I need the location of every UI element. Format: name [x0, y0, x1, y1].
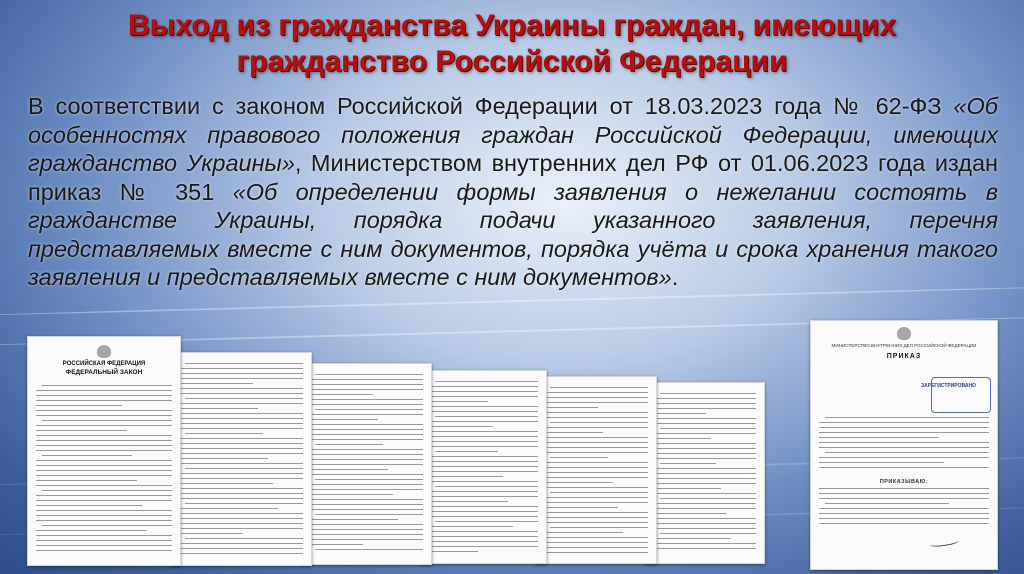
- document-text-line: [36, 485, 172, 486]
- document-text-line: [654, 538, 731, 539]
- order-title: ПРИКАЗ: [886, 353, 922, 360]
- document-text-line: [654, 473, 756, 474]
- document-text-line: [544, 472, 648, 473]
- document-text-line: [544, 462, 648, 463]
- document-text-line: [179, 528, 303, 529]
- paragraph-segment: В соответствии с законом Российской Федерации от 18.03.2023 года № 62-ФЗ: [28, 93, 954, 119]
- document-text-line: [36, 500, 172, 501]
- document-text-line: [179, 378, 303, 379]
- document-text-line: [185, 363, 303, 364]
- paragraph-segment: , Министерством внутренних дел РФ от 01.06.2023 года издан приказ № 351: [28, 150, 998, 205]
- document-text-line: [654, 478, 756, 479]
- document-text-line: [435, 521, 538, 522]
- document-text-line: [36, 505, 142, 506]
- document-text-line: [309, 509, 423, 510]
- document-text-line: [36, 390, 172, 391]
- document-text-line: [36, 510, 172, 511]
- document-text-line: [36, 480, 137, 481]
- document-text-line: [179, 483, 273, 484]
- document-text-line: [179, 428, 303, 429]
- paragraph-segment: .: [671, 264, 679, 290]
- document-text-line: [819, 467, 989, 468]
- law-page-image: [420, 370, 547, 564]
- document-text-line: [179, 393, 303, 394]
- document-text-line: [544, 412, 648, 413]
- document-text-line: [309, 389, 423, 390]
- document-text-line: [429, 541, 538, 542]
- document-text-line: [185, 503, 303, 504]
- document-text-line: [544, 542, 648, 543]
- document-text-line: [179, 523, 303, 524]
- document-text-line: [309, 504, 423, 505]
- document-text-line: [309, 544, 363, 545]
- document-text-line: [36, 545, 172, 546]
- document-text-line: [544, 547, 648, 548]
- document-text-line: [179, 368, 303, 369]
- document-text-line: [179, 463, 303, 464]
- document-text-line: [819, 518, 989, 519]
- document-text-line: [654, 508, 756, 509]
- document-text-line: [36, 530, 147, 531]
- mvd-order-document-image: [810, 320, 998, 570]
- document-text-line: [654, 493, 756, 494]
- document-text-line: [36, 425, 172, 426]
- document-text-line: [654, 453, 756, 454]
- coat-of-arms-icon: [897, 327, 911, 340]
- document-text-line: [660, 393, 756, 394]
- document-text-line: [429, 391, 538, 392]
- document-text-line: [819, 488, 989, 489]
- document-text-line: [179, 438, 303, 439]
- paragraph-segment: «Об особенностях правового положения граждан Российской Федерации, имеющих гражданство Украины»: [28, 93, 998, 176]
- document-text-line: [429, 396, 538, 397]
- document-text-line: [429, 386, 538, 387]
- document-text-line: [179, 383, 253, 384]
- document-text-line: [429, 506, 538, 507]
- document-text-line: [36, 495, 172, 496]
- document-text-line: [654, 548, 756, 549]
- slide-body-text: [28, 92, 998, 292]
- document-text-line: [544, 537, 648, 538]
- document-text-line: [315, 374, 423, 375]
- document-text-line: [654, 503, 756, 504]
- document-text-line: [544, 417, 648, 418]
- signature: [929, 537, 960, 548]
- document-text-line: [544, 452, 648, 453]
- document-text-line: [42, 490, 172, 491]
- registration-stamp: [931, 377, 991, 413]
- document-text-line: [179, 548, 303, 549]
- document-text-line: [179, 508, 278, 509]
- document-text-line: [429, 516, 538, 517]
- document-text-line: [544, 532, 623, 533]
- document-text-line: [429, 411, 538, 412]
- document-text-line: [179, 498, 303, 499]
- document-text-line: [179, 373, 303, 374]
- document-text-line: [309, 499, 423, 500]
- document-text-line: [819, 513, 989, 514]
- document-text-line: [544, 507, 618, 508]
- document-text-line: [544, 407, 598, 408]
- document-text-line: [179, 418, 303, 419]
- document-text-line: [429, 431, 538, 432]
- document-text-line: [550, 527, 648, 528]
- document-text-line: [819, 447, 989, 448]
- document-text-line: [819, 422, 989, 423]
- law-page-image: [535, 376, 657, 564]
- document-text-line: [654, 513, 726, 514]
- document-text-line: [309, 474, 423, 475]
- document-text-line: [550, 422, 648, 423]
- document-text-line: [36, 460, 172, 461]
- document-text-line: [309, 384, 423, 385]
- law-page-image: [170, 352, 312, 566]
- document-text-line: [819, 432, 989, 433]
- law-page-image: [300, 363, 432, 565]
- document-text-line: [309, 424, 423, 425]
- document-text-line: [179, 533, 243, 534]
- order-ministry-name: МИНИСТЕРСТВО ВНУТРЕННИХ ДЕЛ РОССИЙСКОЙ ФЕДЕРАЦИИ: [831, 343, 977, 348]
- document-text-line: [179, 408, 258, 409]
- document-text-line: [544, 427, 648, 428]
- paragraph-segment: «Об определении формы заявления о нежелании состоять в гражданстве Украины, порядка подачи указанного заявления, перечня представляемых вместе с ним документов, порядка учёта и срока хранения такого заявления и представляемых вместе с ним документов»: [28, 178, 998, 290]
- document-text-line: [819, 457, 989, 458]
- document-text-line: [544, 517, 648, 518]
- document-text-line: [179, 458, 268, 459]
- document-text-line: [544, 447, 648, 448]
- document-text-line: [825, 503, 949, 504]
- document-text-line: [36, 465, 172, 466]
- document-text-line: [179, 473, 303, 474]
- document-text-line: [429, 456, 538, 457]
- document-text-line: [36, 450, 172, 451]
- document-text-line: [179, 488, 303, 489]
- document-text-line: [819, 493, 989, 494]
- document-text-line: [36, 515, 172, 516]
- document-text-line: [185, 538, 303, 539]
- document-text-line: [309, 429, 423, 430]
- document-text-line: [654, 528, 756, 529]
- document-text-line: [819, 508, 989, 509]
- document-text-line: [429, 531, 538, 532]
- document-text-line: [550, 457, 608, 458]
- document-text-line: [429, 441, 538, 442]
- document-text-line: [309, 419, 378, 420]
- document-text-line: [309, 414, 423, 415]
- document-text-line: [36, 445, 172, 446]
- document-text-line: [435, 416, 538, 417]
- document-text-line: [179, 493, 303, 494]
- document-text-line: [544, 477, 648, 478]
- document-text-line: [309, 524, 423, 525]
- document-text-line: [429, 406, 538, 407]
- document-text-line: [309, 399, 423, 400]
- document-text-line: [660, 463, 716, 464]
- document-text-line: [185, 433, 263, 434]
- document-text-line: [654, 403, 756, 404]
- document-text-line: [825, 417, 989, 418]
- document-text-line: [544, 467, 648, 468]
- document-text-line: [429, 401, 488, 402]
- document-text-line: [544, 552, 648, 553]
- document-text-line: [179, 478, 303, 479]
- document-text-line: [315, 479, 423, 480]
- document-text-line: [429, 461, 538, 462]
- document-text-line: [660, 533, 756, 534]
- document-text-line: [544, 402, 648, 403]
- document-text-line: [309, 394, 373, 395]
- document-text-line: [309, 494, 393, 495]
- document-text-line: [429, 496, 538, 497]
- document-text-line: [36, 475, 172, 476]
- document-text-line: [654, 413, 706, 414]
- document-text-line: [544, 442, 648, 443]
- document-text-line: [435, 486, 538, 487]
- coat-of-arms-icon: [97, 345, 111, 358]
- document-text-line: [185, 398, 303, 399]
- document-text-line: [179, 423, 303, 424]
- document-text-line: [544, 502, 648, 503]
- document-text-line: [654, 488, 721, 489]
- document-text-line: [544, 432, 603, 433]
- law-header-country: РОССИЙСКАЯ ФЕДЕРАЦИЯ: [62, 361, 146, 367]
- document-text-line: [544, 392, 648, 393]
- document-text-line: [42, 420, 172, 421]
- document-text-line: [819, 523, 989, 524]
- document-text-line: [179, 413, 303, 414]
- document-text-line: [819, 442, 989, 443]
- document-text-line: [550, 387, 648, 388]
- document-text-line: [654, 398, 756, 399]
- document-text-line: [179, 448, 303, 449]
- document-text-line: [36, 430, 127, 431]
- document-text-line: [435, 451, 498, 452]
- document-text-line: [654, 458, 756, 459]
- document-text-line: [544, 522, 648, 523]
- document-text-line: [429, 421, 538, 422]
- document-text-line: [429, 526, 513, 527]
- document-text-line: [819, 462, 944, 463]
- document-text-line: [544, 397, 648, 398]
- document-text-line: [309, 459, 423, 460]
- document-text-line: [825, 452, 989, 453]
- document-text-line: [36, 435, 172, 436]
- document-text-line: [544, 497, 648, 498]
- document-text-line: [660, 498, 756, 499]
- document-text-line: [36, 535, 172, 536]
- document-text-line: [429, 511, 538, 512]
- document-text-line: [429, 491, 538, 492]
- document-text-line: [309, 484, 423, 485]
- document-text-line: [309, 379, 423, 380]
- document-text-line: [315, 444, 383, 445]
- document-text-line: [654, 468, 756, 469]
- document-text-line: [429, 536, 538, 537]
- document-text-line: [660, 428, 756, 429]
- document-text-line: [654, 518, 756, 519]
- document-text-line: [654, 423, 756, 424]
- federal-law-document-image: [27, 336, 181, 566]
- document-text-line: [36, 405, 122, 406]
- document-text-line: [42, 385, 172, 386]
- document-text-line: [36, 470, 172, 471]
- document-text-line: [429, 546, 538, 547]
- document-text-line: [309, 539, 423, 540]
- document-text-line: [309, 529, 423, 530]
- document-text-line: [654, 443, 756, 444]
- slide-title: Выход из гражданства Украины граждан, имеющих гражданство Российской Федерации: [127, 9, 897, 78]
- document-text-line: [179, 453, 303, 454]
- document-text-line: [179, 518, 303, 519]
- document-text-line: [654, 448, 756, 449]
- document-text-line: [654, 408, 756, 409]
- document-text-line: [36, 410, 172, 411]
- document-text-line: [42, 525, 172, 526]
- document-text-line: [179, 443, 303, 444]
- document-text-line: [36, 550, 172, 551]
- document-text-line: [42, 455, 132, 456]
- law-page-image: [645, 382, 765, 564]
- document-text-line: [429, 446, 538, 447]
- document-text-line: [36, 415, 172, 416]
- document-text-line: [429, 426, 493, 427]
- document-text-line: [429, 501, 508, 502]
- document-text-line: [36, 395, 172, 396]
- document-text-line: [309, 519, 398, 520]
- document-text-line: [435, 381, 538, 382]
- document-text-line: [429, 551, 478, 552]
- order-command-word: ПРИКАЗЫВАЮ:: [879, 479, 929, 485]
- document-text-line: [544, 482, 613, 483]
- document-text-line: [36, 440, 172, 441]
- law-header-type: ФЕДЕРАЛЬНЫЙ ЗАКОН: [65, 369, 143, 376]
- document-text-line: [429, 436, 538, 437]
- document-text-line: [179, 513, 303, 514]
- document-text-line: [179, 388, 303, 389]
- document-text-line: [315, 514, 423, 515]
- document-text-line: [309, 404, 423, 405]
- document-text-line: [315, 409, 423, 410]
- document-text-line: [654, 543, 756, 544]
- document-text-line: [654, 438, 711, 439]
- document-text-line: [309, 534, 423, 535]
- document-text-line: [429, 466, 538, 467]
- document-text-line: [309, 439, 423, 440]
- document-text-line: [544, 437, 648, 438]
- document-text-line: [429, 471, 538, 472]
- registered-stamp-text: ЗАРЕГИСТРИРОВАНО: [921, 383, 976, 389]
- document-text-line: [179, 553, 303, 554]
- document-text-line: [185, 468, 303, 469]
- document-text-line: [309, 469, 388, 470]
- document-text-line: [36, 520, 172, 521]
- document-text-line: [179, 543, 303, 544]
- document-text-line: [654, 483, 756, 484]
- document-text-line: [309, 449, 423, 450]
- document-text-line: [819, 427, 989, 428]
- document-text-line: [654, 523, 756, 524]
- document-text-line: [654, 433, 756, 434]
- document-text-line: [429, 481, 538, 482]
- document-text-line: [309, 464, 423, 465]
- document-text-line: [315, 549, 423, 550]
- document-text-line: [429, 476, 503, 477]
- document-text-line: [544, 487, 648, 488]
- document-text-line: [819, 498, 989, 499]
- document-text-line: [550, 492, 648, 493]
- document-text-line: [36, 400, 172, 401]
- document-text-line: [309, 489, 423, 490]
- document-text-line: [309, 454, 423, 455]
- document-text-line: [544, 512, 648, 513]
- document-text-line: [179, 403, 303, 404]
- document-text-line: [654, 418, 756, 419]
- document-text-line: [819, 437, 939, 438]
- document-text-line: [36, 540, 172, 541]
- document-text-line: [309, 434, 423, 435]
